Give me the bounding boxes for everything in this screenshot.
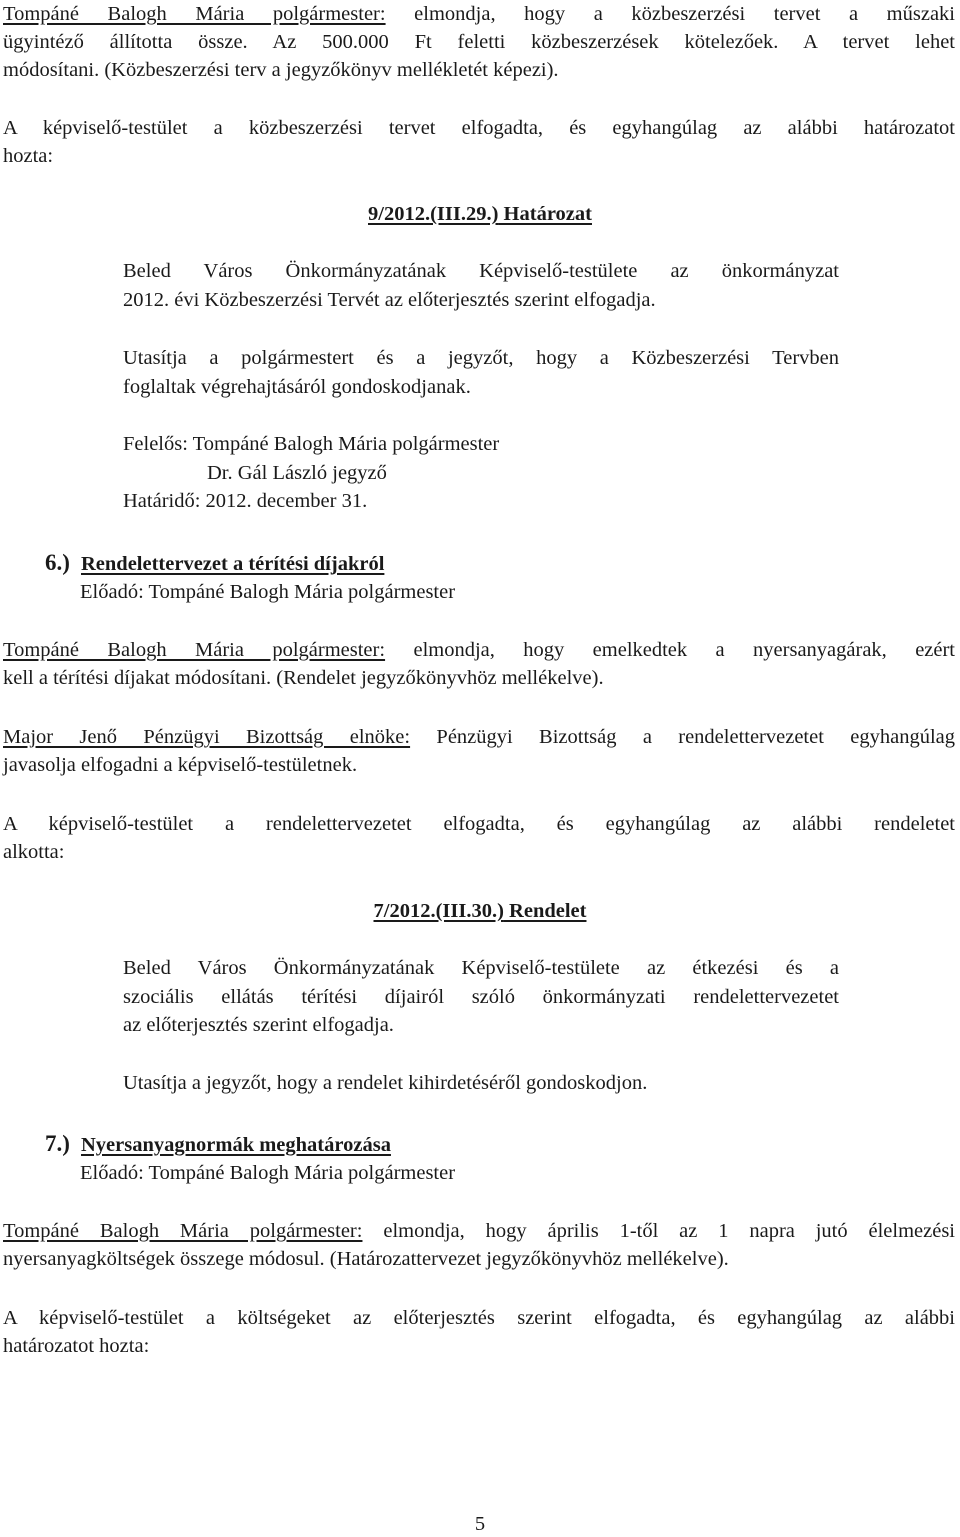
speaker-paragraph-2 [3, 636, 955, 692]
text-line: módosítani. (Közbeszerzési terv a jegyzőkönyv mellékletét képezi). [3, 59, 559, 81]
section-heading-6 [45, 549, 384, 578]
text-line: A képviselő-testület a közbeszerzési tervet elfogadta, és egyhangúlag az alábbi határozatot [3, 117, 955, 139]
decision-intro-paragraph-1 [3, 114, 955, 170]
speaker-paragraph-1 [3, 0, 955, 84]
text-line: Beled Város Önkormányzatának Képviselő-testülete az étkezési és a [123, 957, 839, 979]
section-title: Nyersanyagnormák meghatározása [81, 1134, 391, 1156]
resolution-word: Határozat [498, 203, 592, 225]
speaker-name: Tompáné Balogh Mária polgármester: [3, 3, 386, 25]
text-line [3, 723, 955, 751]
text-line: szociális ellátás térítési díjairól szóló önkormányzati rendelettervezetet [123, 985, 839, 1008]
text-line: 2012. évi Közbeszerzési Tervét az előterjesztés szerint elfogadja. [123, 288, 656, 311]
text-fragment: elmondja, hogy április 1-től az 1 napra jutó élelmezési [383, 1220, 955, 1242]
speaker-paragraph-4 [3, 1217, 955, 1273]
speaker-name: Tompáné Balogh Mária polgármester: [3, 1220, 363, 1242]
resolution-title [0, 200, 960, 228]
text-line [3, 0, 955, 28]
text-fragment: elmondja, hogy emelkedtek a nyersanyagárak, ezért [413, 639, 956, 661]
text-line [3, 1217, 955, 1245]
text-line: A képviselő-testület a rendelettervezetet elfogadta, és egyhangúlag az alábbi rendeletet [3, 813, 955, 835]
text-fragment: elmondja, hogy a közbeszerzési tervet a műszaki [414, 3, 955, 25]
text-line: alkotta: [3, 841, 65, 863]
section-number: 6.) [45, 550, 70, 575]
deadline-line: Határidő: 2012. december 31. [123, 490, 368, 512]
resolution-body [123, 257, 839, 314]
text-line: javasolja elfogadni a képviselő-testületnek. [3, 754, 358, 776]
text-line: A képviselő-testület a költségeket az előterjesztés szerint elfogadta, és egyhangúlag az alábbi [3, 1307, 955, 1329]
text-fragment: Pénzügyi Bizottság a rendelettervezetet egyhangúlag [436, 726, 955, 748]
decision-intro-paragraph-2 [3, 810, 955, 866]
text-line: kell a térítési díjakat módosítani. (Rendelet jegyzőkönyvhöz mellékelve). [3, 667, 604, 689]
decree-title-text [374, 900, 587, 922]
speaker-name: Major Jenő Pénzügyi Bizottság elnöke: [3, 726, 411, 748]
decision-intro-paragraph-3 [3, 1304, 955, 1360]
resolution-title-text [368, 203, 592, 225]
text-line: az előterjesztés szerint elfogadja. [123, 1014, 394, 1036]
decree-number: 7/2012.(III.30.) [373, 900, 504, 922]
decree-instruction [123, 1069, 839, 1098]
section-title: Rendelettervezet a térítési díjakról [81, 553, 385, 575]
section-presenter: Előadó: Tompáné Balogh Mária polgármester [80, 1162, 456, 1184]
text-line [3, 636, 955, 664]
decree-word: Rendelet [503, 900, 587, 922]
text-line: ügyintéző állította össze. Az 500.000 Ft feletti közbeszerzések kötelezőek. A tervet lehet [3, 31, 955, 53]
speaker-paragraph-3 [3, 723, 955, 779]
responsible-line: Felelős: Tompáné Balogh Mária polgármester [123, 433, 500, 455]
text-line: hozta: [3, 145, 54, 167]
text-line: nyersanyagköltségek összege módosul. (Határozattervezet jegyzőkönyvhöz mellékelve). [3, 1248, 729, 1270]
speaker-name: Tompáné Balogh Mária polgármester: [3, 639, 386, 661]
resolution-instruction [123, 344, 839, 401]
decree-body [123, 954, 839, 1040]
responsible-block [123, 430, 839, 516]
text-line: határozatot hozta: [3, 1335, 150, 1357]
text-line: foglaltak végrehajtásáról gondoskodjanak. [123, 375, 471, 398]
responsible-line-2: Dr. Gál László jegyző [207, 461, 387, 484]
text-line: Beled Város Önkormányzatának Képviselő-testülete az önkormányzat [123, 260, 839, 282]
section-heading-7 [45, 1130, 391, 1159]
section-presenter: Előadó: Tompáné Balogh Mária polgármester [80, 581, 456, 603]
text-line: Utasítja a polgármestert és a jegyzőt, hogy a Közbeszerzési Tervben [123, 347, 839, 369]
page-number: 5 [474, 1513, 486, 1535]
text-line: Utasítja a jegyzőt, hogy a rendelet kihirdetéséről gondoskodjon. [123, 1072, 648, 1094]
resolution-number: 9/2012.(III.29.) [368, 203, 499, 225]
decree-title [0, 897, 960, 925]
section-number: 7.) [45, 1131, 70, 1156]
